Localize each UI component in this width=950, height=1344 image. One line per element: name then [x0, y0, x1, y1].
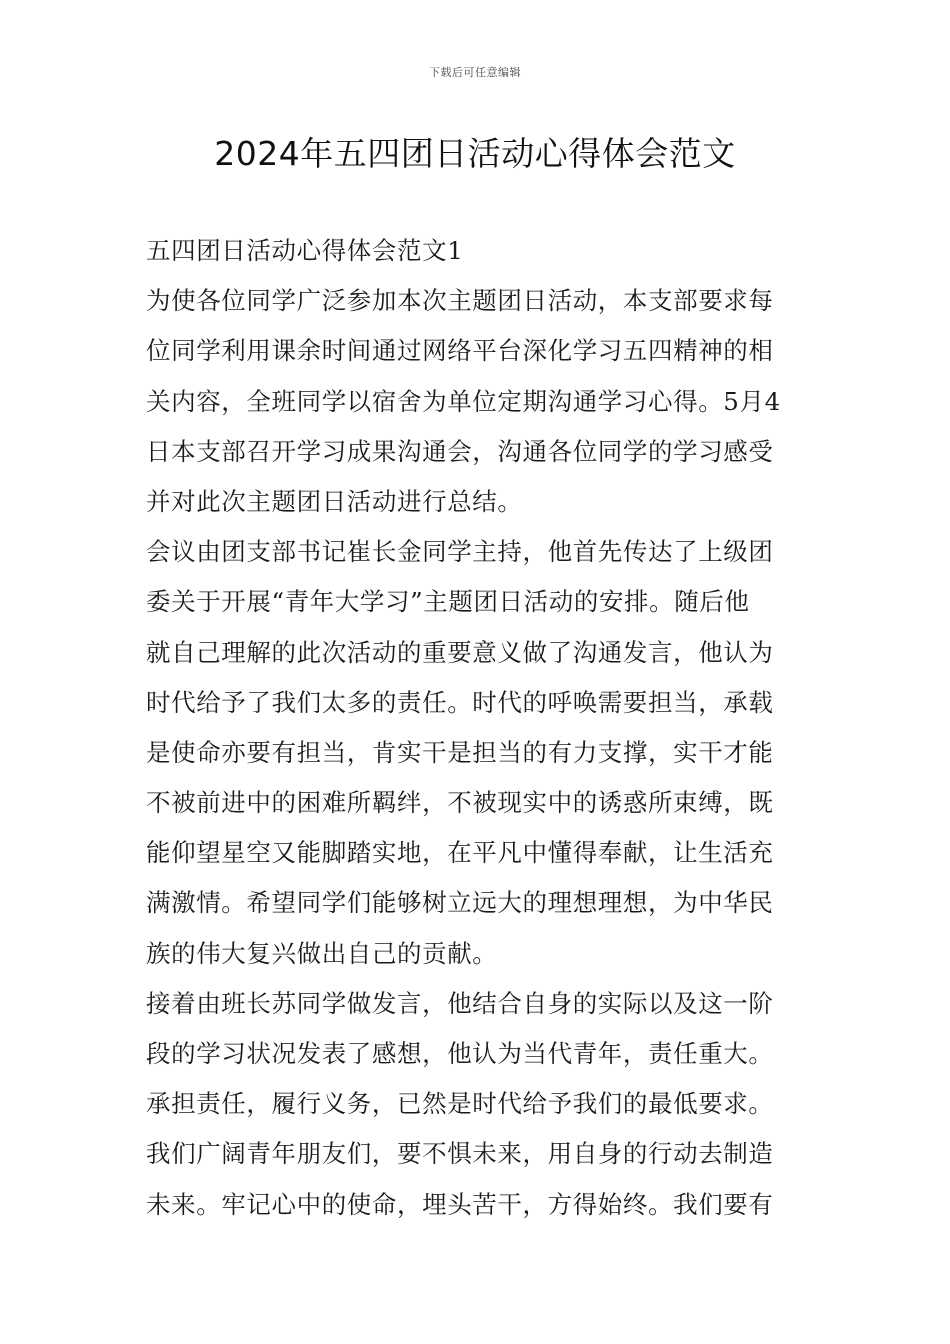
header-note: 下载后可任意编辑 [429, 66, 521, 79]
body-line: 我们广阔青年朋友们，要不惧未来，用自身的行动去制造 [146, 1139, 774, 1169]
body-line: 不被前进中的困难所羁绊，不被现实中的诱惑所束缚，既 [146, 788, 774, 818]
body-line: 族的伟大复兴做出自己的贡献。 [146, 938, 498, 968]
body-line: 位同学利用课余时间通过网络平台深化学习五四精神的相 [146, 336, 774, 366]
section-heading: 五四团日活动心得体会范文1 [146, 236, 464, 265]
document-title: 2024年五四团日活动心得体会范文 [214, 134, 736, 173]
body-line: 承担责任，履行义务，已然是时代给予我们的最低要求。 [146, 1089, 774, 1119]
body-line: 并对此次主题团日活动进行总结。 [146, 486, 523, 516]
body-line: 日本支部召开学习成果沟通会，沟通各位同学的学习感受 [146, 436, 774, 466]
body-line: 段的学习状况发表了感想，他认为当代青年，责任重大。 [146, 1039, 774, 1068]
body-line: 关内容，全班同学以宿舍为单位定期沟通学习心得。5月4 [146, 386, 781, 416]
body-line: 时代给予了我们太多的责任。时代的呼唤需要担当，承载 [146, 687, 774, 717]
body-line: 是使命亦要有担当，肯实干是担当的有力支撑，实干才能 [146, 737, 774, 767]
body-line: 会议由团支部书记崔长金同学主持，他首先传达了上级团 [146, 537, 774, 567]
body-line: 能仰望星空又能脚踏实地，在平凡中懂得奉献，让生活充 [146, 838, 774, 868]
body-line: 未来。牢记心中的使命，埋头苦干，方得始终。我们要有 [146, 1189, 774, 1219]
document-body [146, 226, 806, 1230]
body-line: 接着由班长苏同学做发言，他结合自身的实际以及这一阶 [146, 988, 774, 1018]
body-line: 为使各位同学广泛参加本次主题团日活动，本支部要求每 [146, 286, 774, 316]
body-line: 就自己理解的此次活动的重要意义做了沟通发言，他认为 [146, 637, 774, 667]
body-line: 满激情。希望同学们能够树立远大的理想理想，为中华民 [146, 888, 774, 918]
body-line: 委关于开展“青年大学习”主题团日活动的安排。随后他 [146, 587, 750, 617]
